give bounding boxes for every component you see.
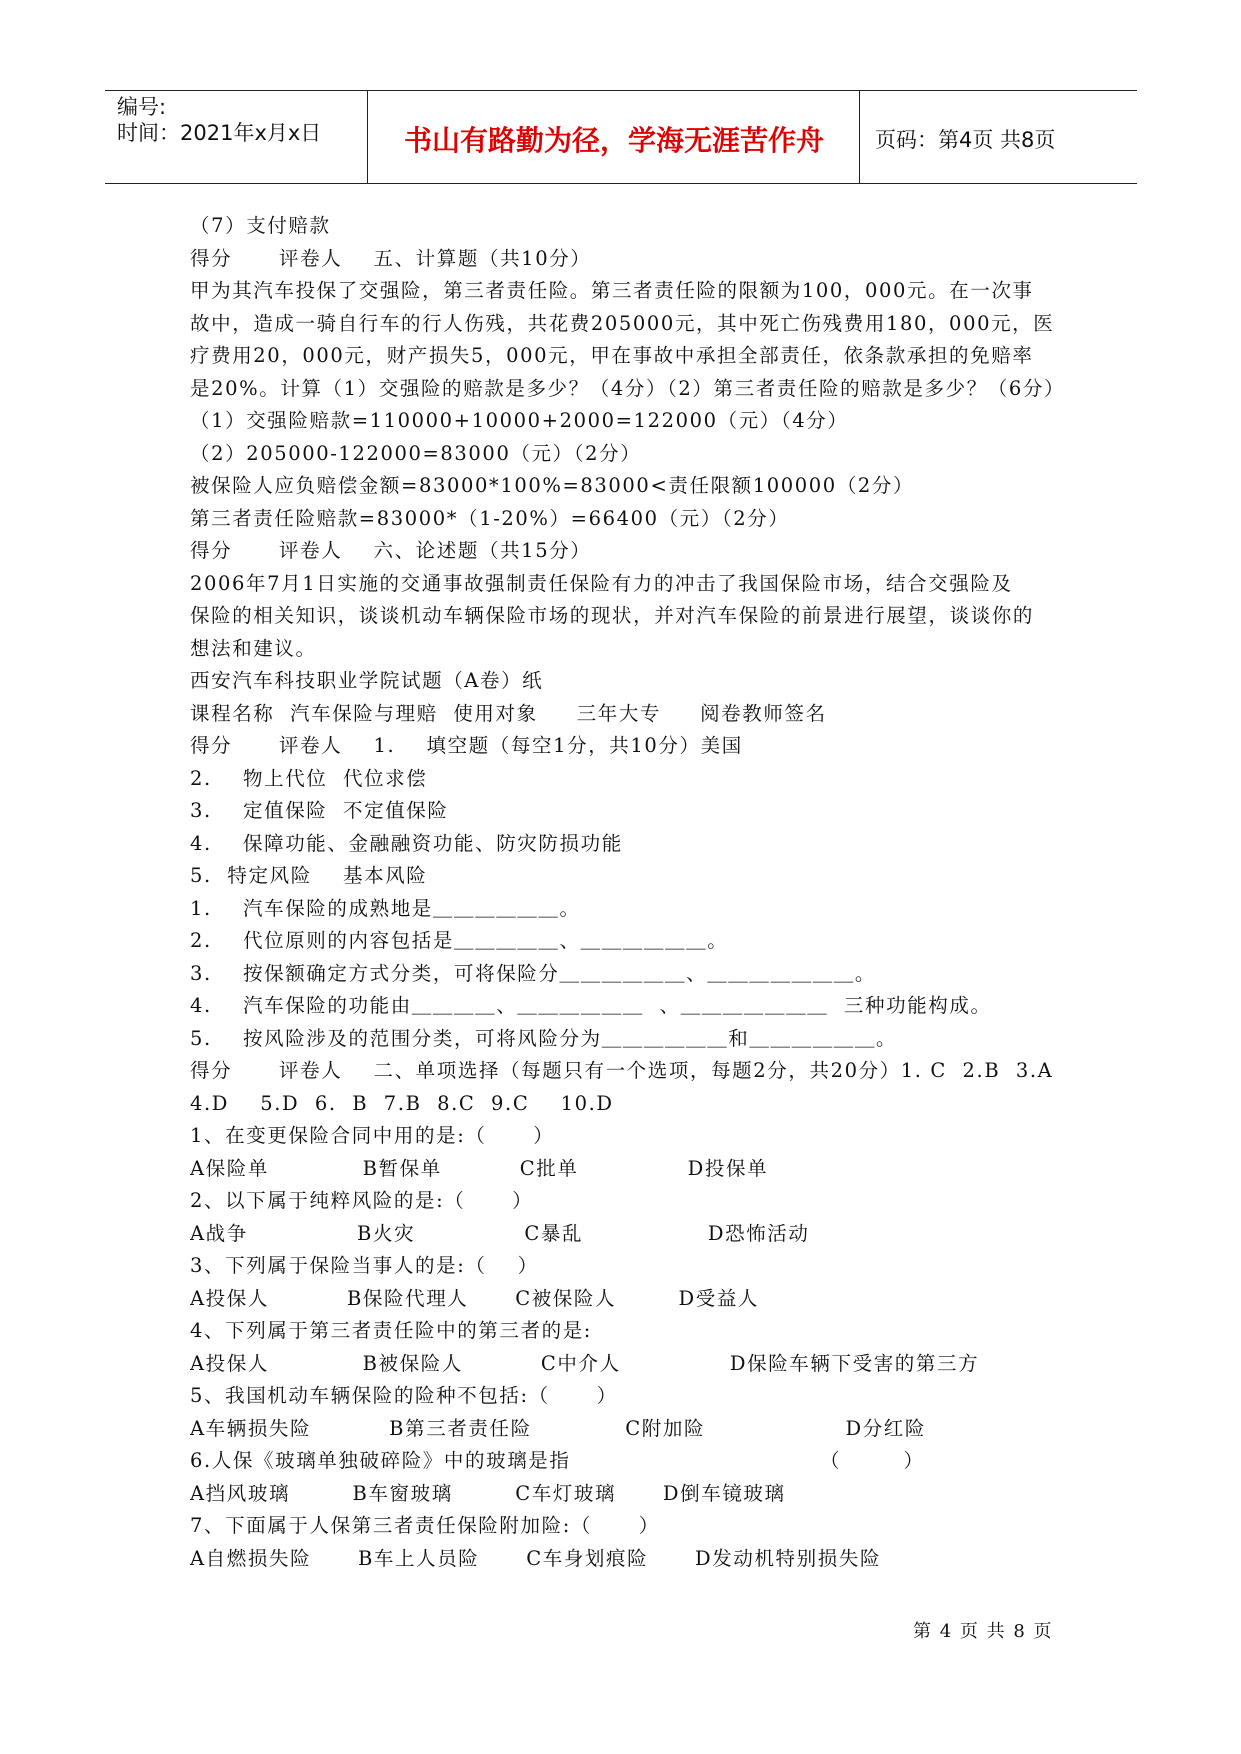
text-line: 课程名称 汽车保险与理赔 使用对象 三年大专 阅卷教师签名 bbox=[190, 701, 827, 725]
text-line: 3、下列属于保险当事人的是:（ ） bbox=[190, 1254, 539, 1277]
page-header bbox=[105, 90, 1137, 184]
text-line: 保险的相关知识，谈谈机动车辆保险市场的现状，并对汽车保险的前景进行展望，谈谈你的 bbox=[190, 604, 1035, 627]
text-line: 2、以下属于纯粹风险的是:（ ） bbox=[190, 1189, 534, 1212]
text-line: 2. 物上代位 代位求偿 bbox=[190, 766, 428, 790]
text-line: 4. 汽车保险的功能由＿＿＿＿、＿＿＿＿＿＿ 、＿＿＿＿＿＿＿ 三种功能构成。 bbox=[190, 994, 992, 1017]
text-line: 故中，造成一骑自行车的行人伤残，共花费205000元，其中死亡伤残费用180，000元，医 bbox=[190, 311, 1055, 335]
header-motto-cell bbox=[369, 91, 860, 183]
text-line: 西安汽车科技职业学院试题（A卷）纸 bbox=[190, 669, 544, 692]
number-label: 编号: bbox=[117, 95, 167, 119]
text-line: 2006年7月1日实施的交通事故强制责任保险有力的冲击了我国保险市场，结合交强险及 bbox=[190, 571, 1013, 595]
text-line: 7、下面属于人保第三者责任保险附加险:（ ） bbox=[190, 1514, 660, 1537]
text-line: 5. 特定风险 基本风险 bbox=[190, 864, 428, 887]
text-line: 3. 定值保险 不定值保险 bbox=[190, 799, 449, 822]
text-line: A战争 B火灾 C暴乱 D恐怖活动 bbox=[190, 1221, 810, 1245]
text-line: A车辆损失险 B第三者责任险 C附加险 D分红险 bbox=[190, 1416, 927, 1440]
text-line: 4.D 5.D 6. B 7.B 8.C 9.C 10.D bbox=[190, 1091, 614, 1115]
header-left-cell bbox=[105, 91, 368, 183]
text-line: （7）支付赔款 bbox=[190, 214, 331, 237]
text-line: 得分 评卷人 1. 填空题（每空1分，共10分）美国 bbox=[190, 734, 743, 757]
text-line: A挡风玻璃 B车窗玻璃 C车灯玻璃 D倒车镜玻璃 bbox=[190, 1481, 786, 1505]
text-line: 5、我国机动车辆保险的险种不包括:（ ） bbox=[190, 1384, 618, 1407]
text-line: 第三者责任险赔款=83000*（1-20%）=66400（元）（2分） bbox=[190, 506, 790, 530]
time-label: 时间：2021年x月x日 bbox=[117, 121, 322, 145]
header-right-cell bbox=[861, 91, 1137, 183]
text-line: A自燃损失险 B车上人员险 C车身划痕险 D发动机特别损失险 bbox=[190, 1546, 882, 1570]
text-line: 被保险人应负赔偿金额=83000*100%=83000<责任限额100000（2分） bbox=[190, 474, 915, 497]
text-line: （2）205000-122000=83000（元）（2分） bbox=[190, 441, 642, 465]
text-line: A投保人 B被保险人 C中介人 D保险车辆下受害的第三方 bbox=[190, 1351, 980, 1375]
text-line: 想法和建议。 bbox=[190, 636, 317, 660]
text-line: 4. 保障功能、金融融资功能、防灾防损功能 bbox=[190, 831, 623, 855]
page-footer: 第 4 页 共 8 页 bbox=[912, 1621, 1053, 1642]
text-line: 疗费用20，000元，财产损失5，000元，甲在事故中承担全部责任，依条款承担的免赔率 bbox=[190, 344, 1034, 367]
text-line: 得分 评卷人 五、计算题（共10分） bbox=[190, 246, 592, 270]
text-line: 2. 代位原则的内容包括是＿＿＿＿＿、＿＿＿＿＿＿。 bbox=[190, 929, 729, 952]
text-line: （1）交强险赔款=110000+10000+2000=122000（元）（4分） bbox=[190, 409, 849, 432]
text-line: 甲为其汽车投保了交强险，第三者责任险。第三者责任险的限额为100，000元。在一次事 bbox=[190, 279, 1034, 302]
text-line: 1、在变更保险合同中用的是:（ ） bbox=[190, 1124, 555, 1147]
motto-text: 书山有路勤为径，学海无涯苦作舟 bbox=[403, 124, 824, 157]
text-line: A投保人 B保险代理人 C被保险人 D受益人 bbox=[190, 1286, 760, 1310]
text-line: 1. 汽车保险的成熟地是＿＿＿＿＿＿。 bbox=[190, 896, 581, 920]
text-line: 4、下列属于第三者责任险中的第三者的是: bbox=[190, 1319, 592, 1342]
text-line: A保险单 B暂保单 C批单 D投保单 bbox=[190, 1156, 769, 1180]
text-line: 得分 评卷人 六、论述题（共15分） bbox=[190, 539, 592, 562]
document-body bbox=[190, 210, 1070, 1575]
text-line: 3. 按保额确定方式分类，可将保险分＿＿＿＿＿＿、＿＿＿＿＿＿＿。 bbox=[190, 961, 876, 985]
text-line: 6.人保《玻璃单独破碎险》中的玻璃是指 （ ） bbox=[190, 1449, 925, 1472]
text-line: 得分 评卷人 二、单项选择（每题只有一个选项，每题2分，共20分）1. C 2.B 3.A bbox=[190, 1059, 1054, 1082]
text-line: 是20%。计算（1）交强险的赔款是多少？（4分）（2）第三者责任险的赔款是多少？（6分） bbox=[190, 376, 1066, 400]
text-line: 5. 按风险涉及的范围分类，可将风险分为＿＿＿＿＿＿和＿＿＿＿＿＿。 bbox=[190, 1026, 898, 1050]
page-number-label: 页码：第4页 共8页 bbox=[875, 128, 1056, 152]
